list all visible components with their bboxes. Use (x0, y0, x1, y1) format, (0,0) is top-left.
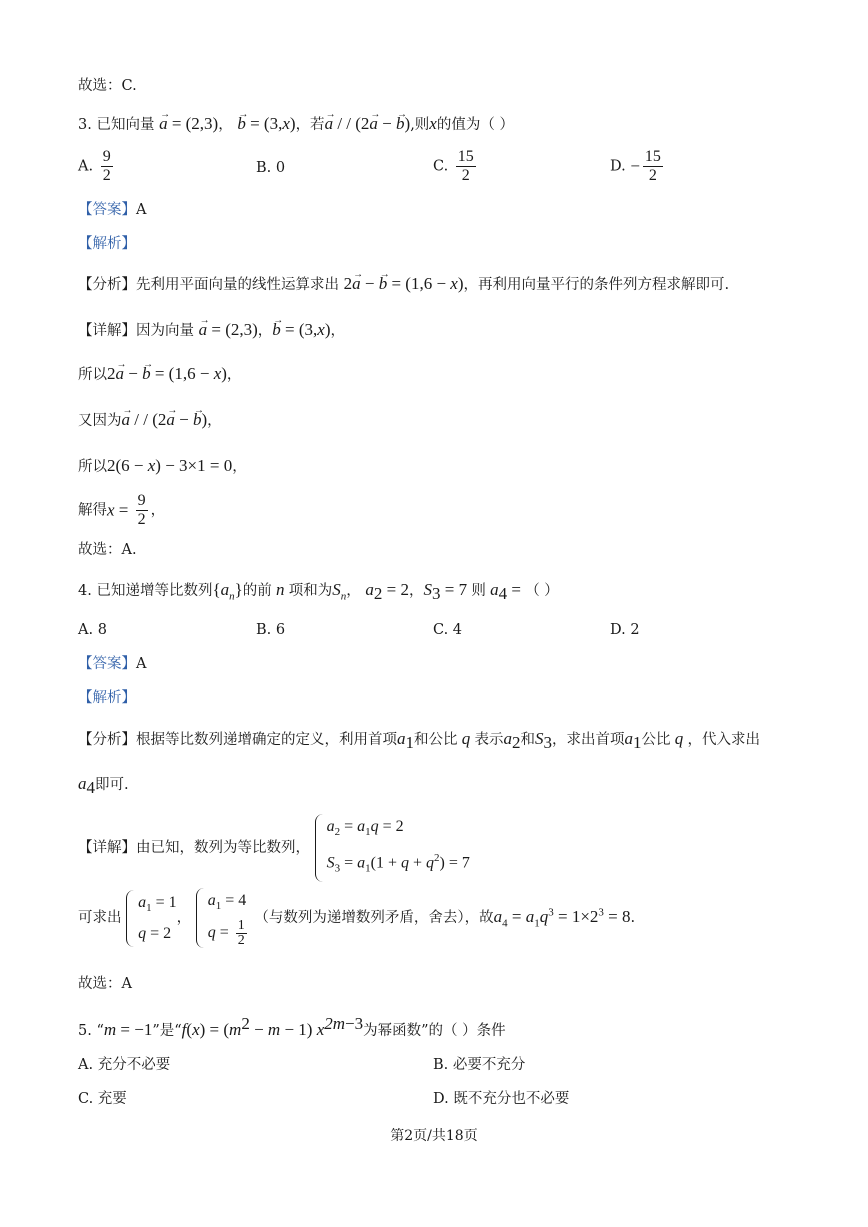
q5-option-a: A. 充分不必要 (78, 1057, 171, 1073)
q3-detail-4: 所以2(6 − x) − 3×1 = 0， (78, 456, 247, 475)
q3-answer (78, 200, 146, 220)
q3-stem-prefix: 3. 已知向量 (78, 117, 155, 133)
question-5-stem: 5. “m = −1”是“$f(x) = (m^2 - m - 1)$ $x^{2m-3}$为幂函数”的（ ）条件 (78, 1014, 506, 1039)
q4-analysis-tag: 【解析】 (78, 690, 136, 706)
q4-option-d: D. 2 (610, 622, 640, 638)
page-footer: 第2页/共18页 (390, 1128, 478, 1144)
q4-answer: 【答案】A (78, 656, 147, 672)
q3-option-d: D. − $\frac{15}{2}$ (610, 148, 661, 184)
question-3-stem: 3. 已知向量 → a = (2,3)， → b = (3,x)，若→ a / / (2→ a − → b),则x的值为（ ） (78, 114, 514, 135)
previous-answer-choice: 故选：C. (78, 78, 137, 94)
q3-stem-suffix: ,则 (410, 117, 430, 133)
q3-option-b: B. 0 (256, 160, 286, 176)
q5-option-b: B. 必要不充分 (433, 1057, 526, 1073)
q5-option-c: C. 充要 (78, 1091, 127, 1107)
q3-detail-3: 又因为→ a / / (2→ a − → b)， (78, 410, 222, 431)
q4-option-c: C. 4 (433, 622, 463, 638)
q3-fenxi: 【分析】先利用平面向量的线性运算求出 2→ a − → b = (1,6 − x)，再利用向量平行的条件列方程求解即可. (78, 274, 729, 295)
q3-option-c: C. $\frac{15}{2}$ (433, 148, 474, 184)
equation-system: $a_2 = a_1q = 2$ $S_3 = a_1(1 + q + q^2) = 7$ (315, 814, 470, 882)
q3-detail-2: 所以2→ a − → b = (1,6 − x)， (78, 364, 241, 385)
q4-choose: 故选：A (78, 976, 132, 992)
q4-option-b: B. 6 (256, 622, 286, 638)
q4-fenxi-2: $a_4$即可. (78, 774, 129, 797)
math: → a (159, 114, 168, 134)
q3-analysis-tag: 【解析】 (78, 236, 136, 252)
q3-stem-middle: ，若 (295, 117, 325, 133)
q3-detail-1: 【详解】因为向量 → a = (2,3)，→ b = (3,x)， (78, 320, 345, 341)
answer-tag: 【答案】 (78, 202, 136, 218)
q3-stem-end: 的值为（ ） (436, 117, 514, 133)
q4-fenxi-1: 【分析】根据等比数列递增确定的定义，利用首项$a_1$和公比 q 表示$a_2$和$S_3$，求出首项$a_1$公比 q ，代入求出 (78, 729, 760, 752)
q4-detail-2: 可求出 $a_1 = 1$ q = 2 ， $a_1 = 4$ q = $\frac{1}{2}$ （与数列为递增数列矛盾，舍去），故$a_4 = a_1q^3 = 1\times 2^3 = 8$. (78, 888, 635, 948)
q3-option-a: A. $\frac{9}{2}$ (78, 148, 111, 184)
answer-value: A (136, 202, 147, 218)
question-4-stem: 4. 已知递增等比数列$\{a_n\}$的前 n 项和为$S_n$， $a_2 = 2$，$S_3 = 7$ 则 $a_4$ = （ ） (78, 580, 559, 603)
solution-system-2: $a_1 = 4$ q = $\frac{1}{2}$ (196, 888, 250, 948)
solution-system-1: $a_1 = 1$ q = 2 (126, 890, 177, 947)
q3-choose: 故选：A. (78, 542, 137, 558)
q5-option-d: D. 既不充分也不必要 (433, 1091, 570, 1107)
q4-detail-1: 【详解】由已知，数列为等比数列， $a_2 = a_1q = 2$ $S_3 = a_1(1 + q + q^2) = 7$ (78, 814, 470, 882)
q4-option-a: A. 8 (78, 622, 107, 638)
q3-detail-5: 解得x = $\frac{9}{2}$ ， (78, 492, 166, 528)
